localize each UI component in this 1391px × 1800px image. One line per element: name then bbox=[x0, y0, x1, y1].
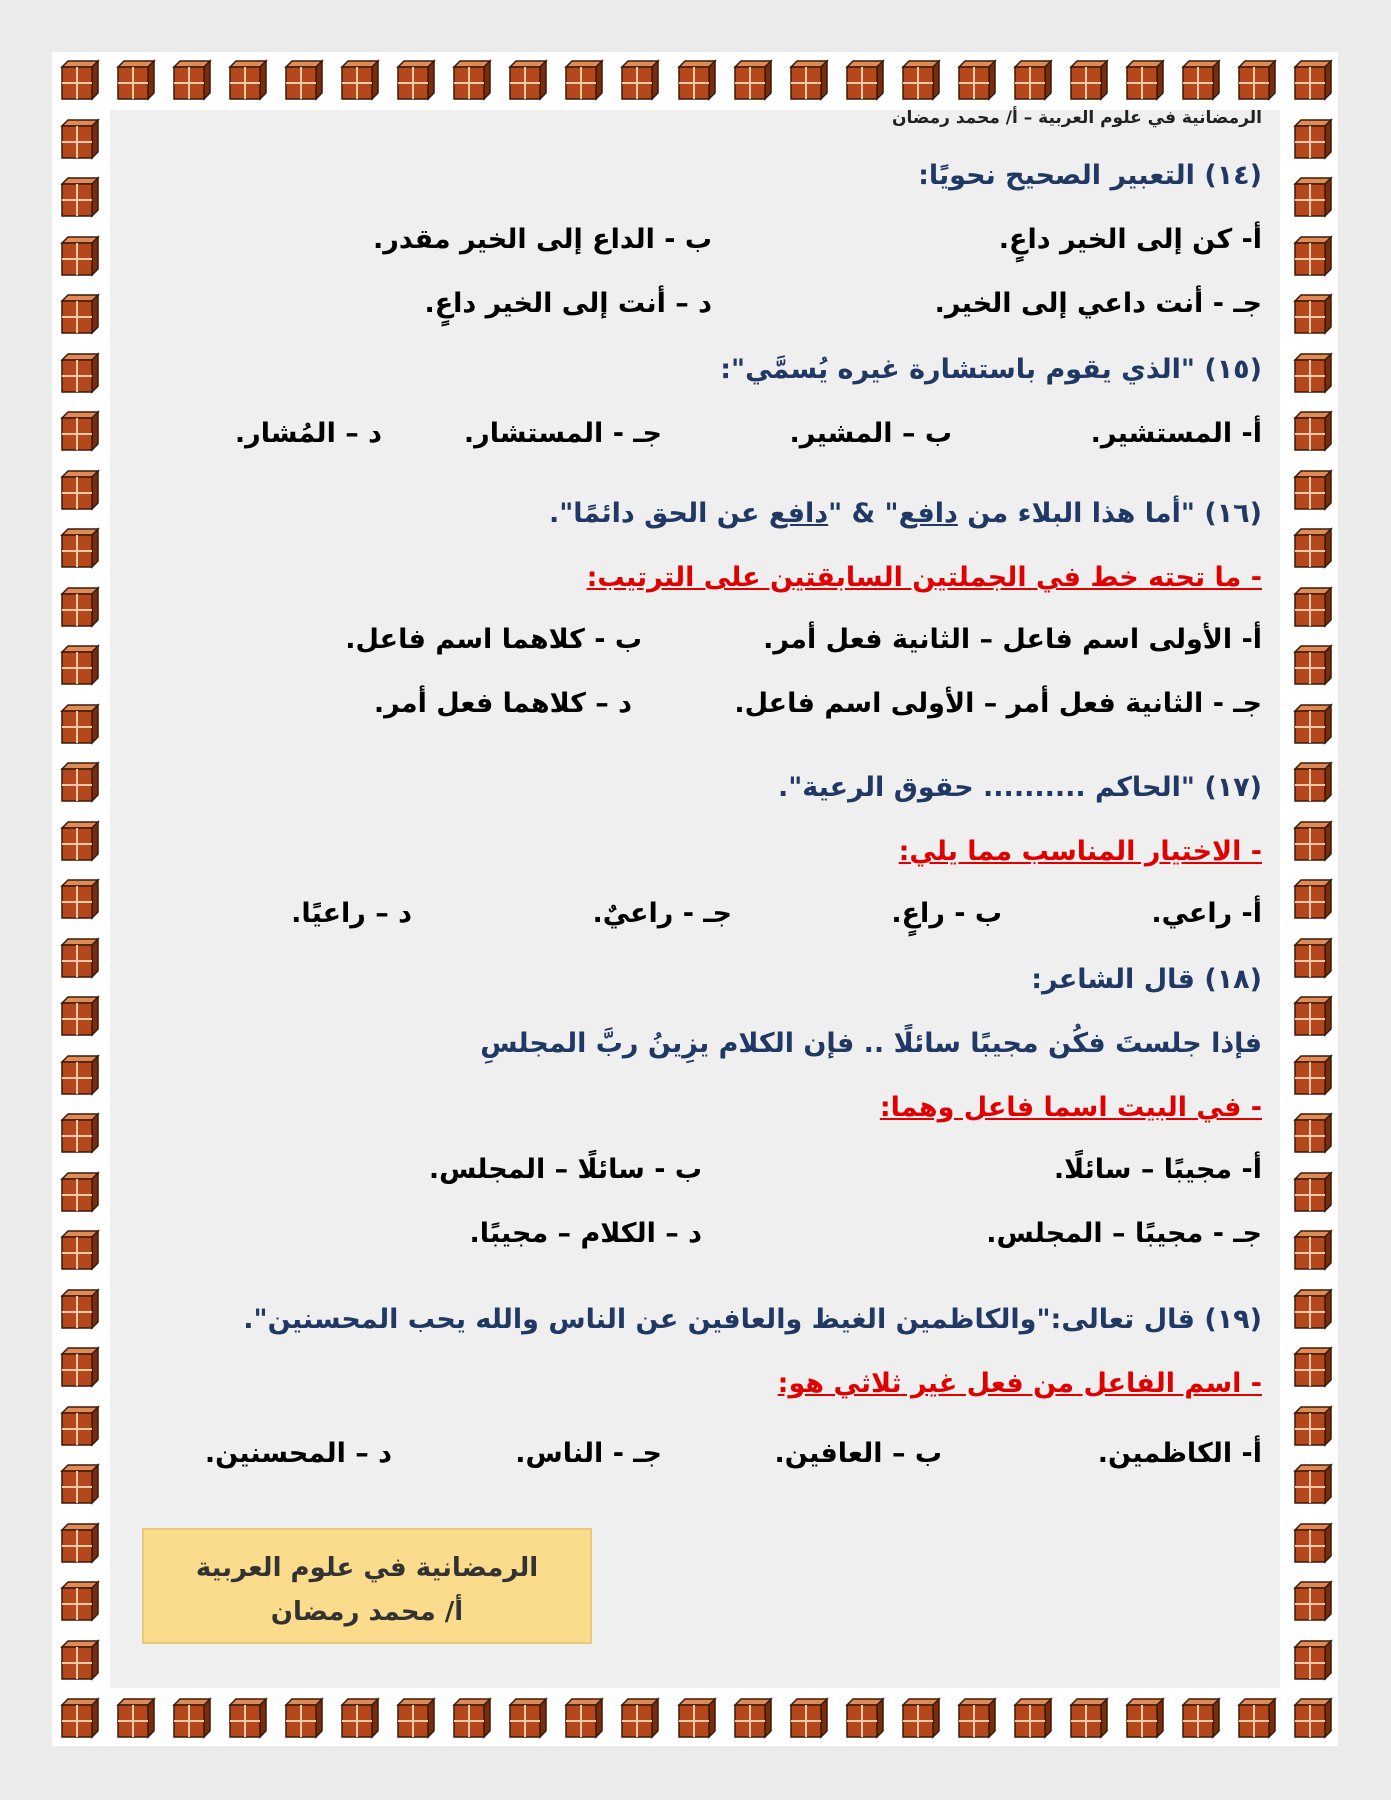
option-c: جـ - الثانية فعل أمر – الأولى اسم فاعل. bbox=[734, 688, 1262, 719]
brick-icon bbox=[899, 59, 941, 101]
question-14-title: (١٤) التعبير الصحيح نحويًا: bbox=[918, 160, 1262, 191]
option-b: ب – المشير. bbox=[789, 418, 952, 449]
brick-icon bbox=[114, 59, 156, 101]
question-14-options-row1 bbox=[70, 224, 1262, 264]
brick-icon bbox=[675, 1697, 717, 1739]
brick-icon bbox=[1291, 586, 1333, 628]
option-b: ب - سائلًا – المجلس. bbox=[428, 1154, 702, 1185]
brick-icon bbox=[1291, 1405, 1333, 1447]
brick-icon bbox=[1291, 1580, 1333, 1622]
brick-icon bbox=[1291, 410, 1333, 452]
brick-icon bbox=[1179, 1697, 1221, 1739]
brick-icon bbox=[843, 1697, 885, 1739]
brick-icon bbox=[58, 1697, 100, 1739]
option-d: د – الكلام – مجيبًا. bbox=[469, 1218, 702, 1249]
brick-icon bbox=[1291, 118, 1333, 160]
brick-icon bbox=[1291, 176, 1333, 218]
brick-icon bbox=[1291, 1697, 1333, 1739]
brick-icon bbox=[1291, 1346, 1333, 1388]
question-19-options bbox=[70, 1438, 1262, 1478]
brick-icon bbox=[1291, 1288, 1333, 1330]
option-b: ب - راعٍ. bbox=[891, 898, 1002, 929]
brick-icon bbox=[1291, 293, 1333, 335]
brick-icon bbox=[955, 1697, 997, 1739]
brick-icon bbox=[1067, 1697, 1109, 1739]
brick-icon bbox=[1011, 59, 1053, 101]
stamp-title: الرمضانية في علوم العربية bbox=[195, 1553, 539, 1583]
option-a: أ- راعي. bbox=[1151, 898, 1262, 929]
option-a: أ- المستشير. bbox=[1090, 418, 1262, 449]
brick-icon bbox=[1291, 352, 1333, 394]
brick-icon bbox=[282, 59, 324, 101]
option-d: د – المحسنين. bbox=[204, 1438, 392, 1469]
option-c: جـ - راعيٌ. bbox=[592, 898, 732, 929]
brick-icon bbox=[1291, 995, 1333, 1037]
brick-icon bbox=[394, 59, 436, 101]
brick-icon bbox=[1291, 1639, 1333, 1681]
q16-text-2: " & " bbox=[828, 498, 899, 529]
option-d: د – راعيًا. bbox=[291, 898, 412, 929]
option-d: د – كلاهما فعل أمر. bbox=[373, 688, 632, 719]
brick-icon bbox=[562, 59, 604, 101]
option-a: أ- كن إلى الخير داعٍ. bbox=[998, 224, 1262, 255]
question-17-title: (١٧) "الحاكم .......... حقوق الرعية". bbox=[777, 772, 1262, 803]
option-d: د – المُشار. bbox=[234, 418, 382, 449]
option-c: جـ - المستشار. bbox=[463, 418, 662, 449]
option-b: ب - كلاهما اسم فاعل. bbox=[345, 624, 642, 655]
brick-icon bbox=[1291, 937, 1333, 979]
brick-icon bbox=[450, 1697, 492, 1739]
option-c: جـ - أنت داعي إلى الخير. bbox=[934, 288, 1262, 319]
option-b: ب - الداع إلى الخير مقدر. bbox=[373, 224, 712, 255]
option-b: ب – العافين. bbox=[774, 1438, 942, 1469]
option-c: جـ - الناس. bbox=[515, 1438, 662, 1469]
brick-icon bbox=[450, 59, 492, 101]
brick-icon bbox=[843, 59, 885, 101]
brick-icon bbox=[1291, 761, 1333, 803]
brick-icon bbox=[787, 1697, 829, 1739]
brick-icon bbox=[338, 59, 380, 101]
brick-icon bbox=[282, 1697, 324, 1739]
brick-icon bbox=[1291, 703, 1333, 745]
q16-underlined-word-1: دافع bbox=[898, 498, 958, 529]
question-16-title bbox=[70, 498, 1262, 529]
brick-icon bbox=[394, 1697, 436, 1739]
question-18-options-row2 bbox=[70, 1218, 1262, 1258]
brick-icon bbox=[1291, 527, 1333, 569]
option-c: جـ - مجيبًا – المجلس. bbox=[986, 1218, 1262, 1249]
option-a: أ- الأولى اسم فاعل – الثانية فعل أمر. bbox=[763, 624, 1262, 655]
brick-icon bbox=[955, 59, 997, 101]
brick-icon bbox=[1179, 59, 1221, 101]
brick-icon bbox=[731, 1697, 773, 1739]
brick-icon bbox=[618, 1697, 660, 1739]
option-a: أ- الكاظمين. bbox=[1097, 1438, 1262, 1469]
page-header: الرمضانية في علوم العربية – أ/ محمد رمضان bbox=[891, 108, 1262, 128]
brick-icon bbox=[170, 1697, 212, 1739]
question-19-subtitle: - اسم الفاعل من فعل غير ثلاثي هو: bbox=[777, 1368, 1262, 1399]
brick-icon bbox=[1291, 1112, 1333, 1154]
question-16-options-row2 bbox=[70, 688, 1262, 728]
brick-icon bbox=[226, 1697, 268, 1739]
brick-icon bbox=[787, 59, 829, 101]
author-stamp bbox=[142, 1528, 592, 1644]
brick-icon bbox=[338, 1697, 380, 1739]
brick-icon bbox=[1123, 59, 1165, 101]
question-18-title: (١٨) قال الشاعر: bbox=[1031, 964, 1262, 995]
option-d: د – أنت إلى الخير داعٍ. bbox=[424, 288, 712, 319]
brick-icon bbox=[1291, 235, 1333, 277]
question-15-title: (١٥) "الذي يقوم باستشارة غيره يُسمَّي": bbox=[720, 354, 1262, 385]
brick-icon bbox=[1291, 644, 1333, 686]
q16-underlined-word-2: دافع bbox=[768, 498, 829, 529]
question-18-options-row1 bbox=[70, 1154, 1262, 1194]
brick-icon bbox=[1291, 878, 1333, 920]
worksheet-content bbox=[70, 108, 1262, 1638]
question-15-options bbox=[70, 418, 1262, 458]
brick-icon bbox=[1291, 1054, 1333, 1096]
brick-icon bbox=[675, 59, 717, 101]
option-a: أ- مجيبًا – سائلًا. bbox=[1053, 1154, 1262, 1185]
question-14-options-row2 bbox=[70, 288, 1262, 328]
brick-icon bbox=[506, 1697, 548, 1739]
question-17-options bbox=[70, 898, 1262, 938]
brick-icon bbox=[1291, 820, 1333, 862]
brick-icon bbox=[114, 1697, 156, 1739]
brick-icon bbox=[618, 59, 660, 101]
stamp-author: أ/ محمد رمضان bbox=[270, 1597, 464, 1627]
question-17-subtitle: - الاختيار المناسب مما يلي: bbox=[898, 836, 1262, 867]
brick-icon bbox=[1291, 469, 1333, 511]
brick-icon bbox=[562, 1697, 604, 1739]
question-18-verse: فإذا جلستَ فكُن مجيبًا سائلًا .. فإن الكلام يزِينُ ربَّ المجلسِ bbox=[480, 1028, 1262, 1059]
brick-icon bbox=[731, 59, 773, 101]
brick-icon bbox=[58, 1639, 100, 1681]
question-16-subtitle: - ما تحته خط في الجملتين السابقتين على الترتيب: bbox=[586, 562, 1262, 593]
brick-icon bbox=[1291, 59, 1333, 101]
brick-icon bbox=[58, 59, 100, 101]
brick-icon bbox=[1235, 59, 1277, 101]
brick-icon bbox=[1123, 1697, 1165, 1739]
question-18-subtitle: - في البيت اسما فاعل وهما: bbox=[879, 1092, 1262, 1123]
brick-icon bbox=[1291, 1522, 1333, 1564]
brick-icon bbox=[170, 59, 212, 101]
q16-text-1: (١٦) "أما هذا البلاء من bbox=[957, 498, 1262, 529]
brick-icon bbox=[1011, 1697, 1053, 1739]
brick-icon bbox=[1067, 59, 1109, 101]
brick-icon bbox=[1291, 1229, 1333, 1271]
brick-icon bbox=[506, 59, 548, 101]
q16-text-3: عن الحق دائمًا". bbox=[548, 498, 769, 529]
brick-icon bbox=[1291, 1463, 1333, 1505]
brick-icon bbox=[1235, 1697, 1277, 1739]
brick-icon bbox=[1291, 1171, 1333, 1213]
question-19-title: (١٩) قال تعالى:"والكاظمين الغيظ والعافين عن الناس والله يحب المحسنين". bbox=[243, 1304, 1262, 1335]
brick-icon bbox=[226, 59, 268, 101]
brick-icon bbox=[899, 1697, 941, 1739]
question-16-options-row1 bbox=[70, 624, 1262, 664]
